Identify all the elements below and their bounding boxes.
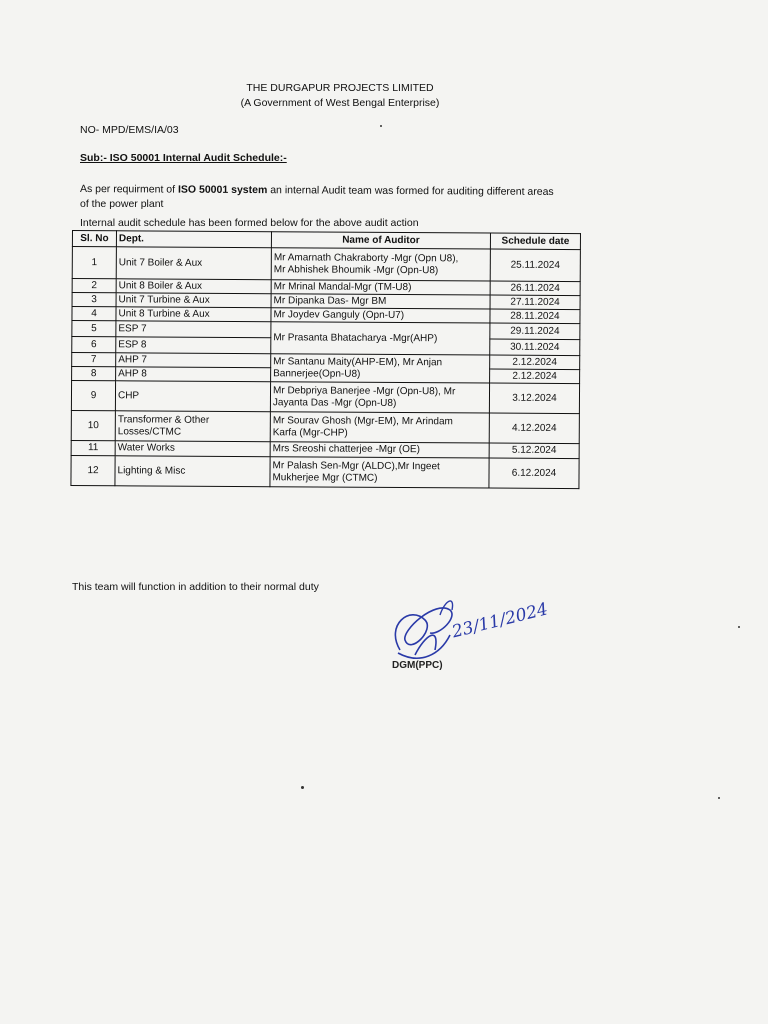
scan-speck bbox=[718, 797, 720, 799]
cell-auditor: Mr Prasanta Bhatacharya -Mgr(AHP) bbox=[271, 322, 490, 355]
cell-dept: Unit 8 Boiler & Aux bbox=[116, 279, 271, 294]
cell-sl: 5 bbox=[72, 321, 116, 337]
cell-dept: AHP 8 bbox=[116, 367, 271, 382]
scan-speck bbox=[738, 626, 740, 628]
cell-auditor: Mr Joydev Ganguly (Opn-U7) bbox=[271, 308, 490, 323]
cell-auditor bbox=[270, 457, 489, 488]
cell-auditor: Mrs Sreoshi chatterjee -Mgr (OE) bbox=[270, 442, 489, 458]
cell-sl: 4 bbox=[72, 307, 116, 321]
signature-block bbox=[380, 595, 550, 685]
cell-date: 29.11.2024 bbox=[490, 323, 580, 340]
cell-date: 28.11.2024 bbox=[490, 309, 580, 324]
cell-auditor bbox=[270, 412, 489, 443]
cell-sl: 7 bbox=[72, 353, 116, 367]
cell-dept: Water Works bbox=[115, 441, 270, 457]
auditor-line: Jayanta Das -Mgr (Opn-U8) bbox=[272, 396, 397, 409]
cell-dept: Lighting & Misc bbox=[115, 456, 270, 487]
table-row bbox=[71, 381, 579, 414]
schedule-note: Internal audit schedule has been formed below for the above audit action bbox=[80, 217, 419, 229]
org-subtitle: (A Government of West Bengal Enterprise) bbox=[240, 97, 440, 109]
cell-dept: ESP 7 bbox=[116, 321, 271, 338]
audit-schedule-table bbox=[70, 230, 581, 489]
cell-date: 6.12.2024 bbox=[489, 458, 579, 489]
cell-date: 4.12.2024 bbox=[489, 413, 579, 444]
cell-auditor bbox=[271, 354, 490, 383]
cell-date: 5.12.2024 bbox=[489, 443, 579, 459]
cell-date: 2.12.2024 bbox=[490, 369, 580, 384]
auditor-line: Mr Debpriya Banerjee -Mgr (Opn-U8), Mr bbox=[272, 384, 456, 397]
auditor-line: Mr Santanu Maity(AHP-EM), Mr Anjan bbox=[273, 355, 443, 368]
col-header-sl: Sl. No bbox=[72, 231, 116, 247]
cell-dept: Unit 8 Turbine & Aux bbox=[116, 307, 271, 322]
org-name: THE DURGAPUR PROJECTS LIMITED bbox=[246, 82, 434, 94]
table-row bbox=[71, 410, 579, 443]
cell-auditor bbox=[271, 248, 490, 281]
cell-sl: 3 bbox=[72, 293, 116, 307]
intro-part1: As per requirment of bbox=[79, 183, 179, 196]
auditor-line: Mukherjee Mgr (CTMC) bbox=[272, 471, 378, 484]
cell-dept: Unit 7 Boiler & Aux bbox=[116, 247, 271, 280]
col-header-date: Schedule date bbox=[490, 233, 580, 250]
cell-auditor: Mr Dipanka Das- Mgr BM bbox=[271, 294, 490, 309]
cell-dept: Unit 7 Turbine & Aux bbox=[116, 293, 271, 308]
col-header-auditor: Name of Auditor bbox=[271, 232, 490, 249]
signature-date: 23/11/2024 bbox=[450, 599, 550, 643]
cell-auditor bbox=[270, 382, 489, 413]
auditor-line: Mr Sourav Ghosh (Mgr-EM), Mr Arindam bbox=[272, 414, 453, 427]
cell-sl: 12 bbox=[71, 455, 115, 485]
scan-speck bbox=[301, 786, 304, 789]
cell-sl: 9 bbox=[71, 381, 115, 411]
table-row bbox=[72, 247, 580, 282]
cell-date: 27.11.2024 bbox=[490, 295, 580, 310]
reference-number: NO- MPD/EMS/IA/03 bbox=[80, 124, 179, 136]
scan-speck bbox=[380, 125, 382, 127]
cell-sl: 11 bbox=[71, 440, 115, 455]
cell-sl: 1 bbox=[72, 247, 116, 279]
table-row bbox=[71, 455, 579, 488]
dept-line: Losses/CTMC bbox=[117, 425, 182, 438]
auditor-line: Mr Amarnath Chakraborty -Mgr (Opn U8), bbox=[273, 251, 459, 264]
intro-bold: ISO 50001 system bbox=[177, 183, 268, 197]
auditor-line: Karfa (Mgr-CHP) bbox=[272, 426, 348, 439]
col-header-dept: Dept. bbox=[116, 231, 271, 248]
intro-line-2: of the power plant bbox=[80, 198, 164, 210]
footer-note: This team will function in addition to their normal duty bbox=[72, 581, 319, 593]
cell-date: 25.11.2024 bbox=[490, 249, 580, 282]
auditor-line: Bannerjee(Opn-U8) bbox=[273, 367, 361, 380]
cell-dept: AHP 7 bbox=[116, 353, 271, 368]
cell-dept: ESP 8 bbox=[116, 337, 271, 354]
cell-sl: 10 bbox=[71, 410, 115, 440]
cell-date: 26.11.2024 bbox=[490, 281, 580, 296]
cell-date: 30.11.2024 bbox=[490, 339, 580, 356]
cell-dept bbox=[115, 411, 270, 442]
cell-date: 2.12.2024 bbox=[490, 355, 580, 370]
cell-sl: 6 bbox=[72, 337, 116, 353]
dept-line: Transformer & Other bbox=[117, 413, 210, 426]
cell-dept: CHP bbox=[115, 381, 270, 412]
auditor-line: Mr Palash Sen-Mgr (ALDC),Mr Ingeet bbox=[272, 459, 440, 472]
auditor-line: Mr Abhishek Bhoumik -Mgr (Opn-U8) bbox=[273, 263, 439, 276]
signature-designation: DGM(PPC) bbox=[392, 660, 443, 671]
intro-part2: an internal Audit team was formed for auditing different areas bbox=[267, 184, 554, 198]
cell-sl: 2 bbox=[72, 279, 116, 293]
cell-date: 3.12.2024 bbox=[489, 383, 579, 414]
intro-line-1 bbox=[80, 183, 554, 198]
cell-auditor: Mr Mrinal Mandal-Mgr (TM-U8) bbox=[271, 280, 490, 295]
subject-line: Sub:- ISO 50001 Internal Audit Schedule:- bbox=[80, 152, 287, 164]
cell-sl: 8 bbox=[72, 367, 116, 381]
